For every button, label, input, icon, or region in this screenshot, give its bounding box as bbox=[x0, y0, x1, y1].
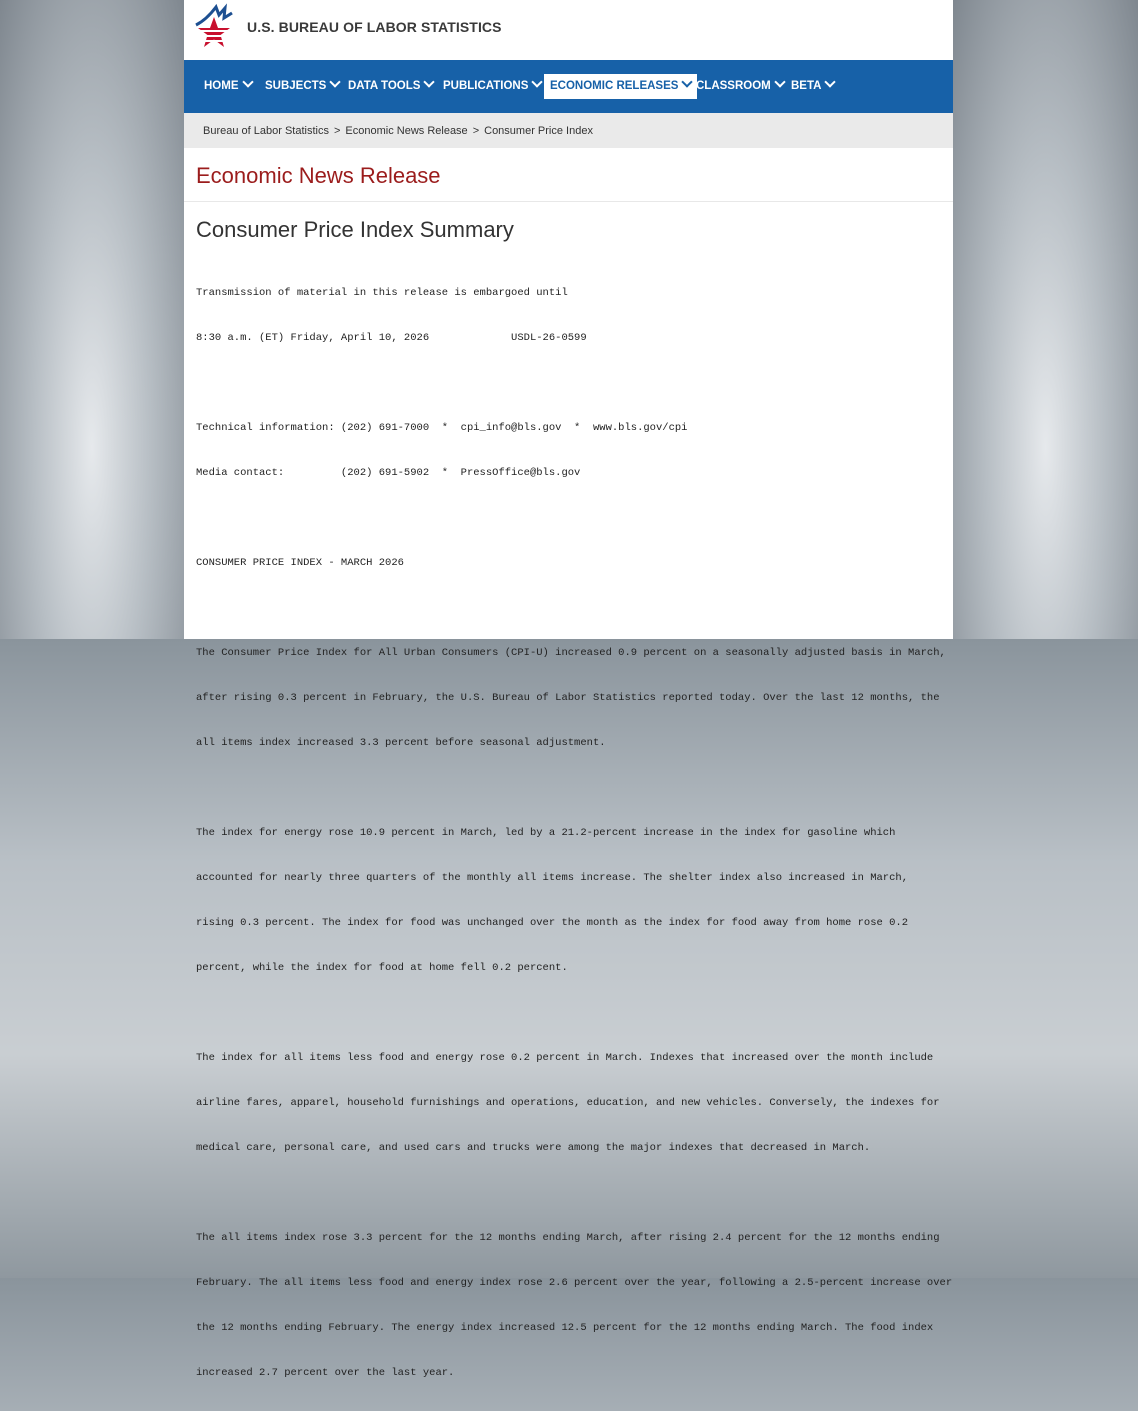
nav-data-tools[interactable] bbox=[348, 74, 433, 99]
paragraph-line: The index for energy rose 10.9 percent in March, led by a 21.2-percent increase in the index for gasoline which bbox=[196, 827, 896, 839]
paragraph-line: The Consumer Price Index for All Urban Consumers (CPI-U) increased 0.9 percent on a seasonally adjusted basis in March, bbox=[196, 647, 946, 659]
chevron-down-icon bbox=[532, 76, 543, 87]
blank-line bbox=[196, 601, 946, 616]
paragraph-line: increased 2.7 percent over the last year. bbox=[196, 1367, 455, 1379]
nav-subjects[interactable] bbox=[265, 74, 339, 99]
chevron-down-icon bbox=[242, 76, 253, 87]
paragraph-line: medical care, personal care, and used cars and trucks were among the major indexes that decreased in March. bbox=[196, 1142, 871, 1154]
blank-line bbox=[196, 376, 946, 391]
blank-line bbox=[196, 1006, 946, 1021]
embargo-line: 8:30 a.m. (ET) Friday, April 10, 2026 USDL-26-0599 bbox=[196, 332, 587, 344]
paragraph-line: February. The all items less food and energy index rose 2.6 percent over the year, following a 2.5-percent increase over bbox=[196, 1277, 953, 1289]
paragraph-line: airline fares, apparel, household furnishings and operations, education, and new vehicles. Conversely, the indexes for bbox=[196, 1097, 940, 1109]
nav-label: PUBLICATIONS bbox=[443, 80, 529, 92]
nav-label: SUBJECTS bbox=[265, 80, 327, 92]
media-contact-line: Media contact: (202) 691-5902 * PressOffice@bls.gov bbox=[196, 467, 581, 479]
breadcrumb-link-news-release[interactable]: Economic News Release bbox=[345, 125, 468, 137]
release-body bbox=[196, 256, 953, 1411]
technical-info-line: Technical information: (202) 691-7000 * cpi_info@bls.gov * www.bls.gov/cpi bbox=[196, 422, 688, 434]
breadcrumb-separator-icon: > bbox=[472, 125, 480, 137]
nav-label: HOME bbox=[204, 80, 239, 92]
divider bbox=[184, 201, 953, 202]
nav-classroom[interactable] bbox=[696, 74, 784, 99]
blank-line bbox=[196, 1186, 946, 1201]
nav-label: BETA bbox=[791, 80, 822, 92]
section-title: CONSUMER PRICE INDEX - MARCH 2026 bbox=[196, 557, 404, 569]
chevron-down-icon bbox=[424, 76, 435, 87]
chevron-down-icon bbox=[330, 76, 341, 87]
embargo-line: Transmission of material in this release is embargoed until bbox=[196, 287, 568, 299]
paragraph-line: after rising 0.3 percent in February, the U.S. Bureau of Labor Statistics reported today. Over the last 12 months, the bbox=[196, 692, 940, 704]
chevron-down-icon bbox=[682, 76, 693, 87]
bls-star-logo-icon[interactable] bbox=[192, 3, 236, 51]
page-title: Consumer Price Index Summary bbox=[196, 217, 514, 242]
nav-label: ECONOMIC RELEASES bbox=[550, 80, 679, 92]
chevron-down-icon bbox=[774, 76, 785, 87]
browser-page bbox=[184, 0, 953, 1379]
paragraph-line: The index for all items less food and energy rose 0.2 percent in March. Indexes that increased over the month include bbox=[196, 1052, 934, 1064]
site-header bbox=[184, 0, 953, 60]
paragraph-line: rising 0.3 percent. The index for food was unchanged over the month as the index for food away from home rose 0.2 bbox=[196, 917, 909, 929]
blank-line bbox=[196, 781, 946, 796]
background-right bbox=[953, 0, 1138, 639]
paragraph-line: the 12 months ending February. The energy index increased 12.5 percent for the 12 months ending March. The food index bbox=[196, 1322, 934, 1334]
chevron-down-icon bbox=[825, 76, 836, 87]
nav-beta[interactable] bbox=[791, 74, 834, 99]
breadcrumb-separator-icon: > bbox=[333, 125, 341, 137]
breadcrumb bbox=[184, 113, 953, 148]
nav-publications[interactable] bbox=[443, 74, 541, 99]
breadcrumb-current: Consumer Price Index bbox=[484, 125, 593, 137]
breadcrumb-link-bls[interactable]: Bureau of Labor Statistics bbox=[203, 125, 329, 137]
nav-home[interactable] bbox=[204, 74, 252, 99]
main-nav bbox=[184, 60, 953, 113]
nav-label: CLASSROOM bbox=[696, 80, 771, 92]
paragraph-line: The all items index rose 3.3 percent for the 12 months ending March, after rising 2.4 percent for the 12 months ending bbox=[196, 1232, 940, 1244]
agency-name[interactable]: U.S. BUREAU OF LABOR STATISTICS bbox=[247, 19, 502, 35]
background-left bbox=[0, 0, 184, 639]
nav-economic-releases[interactable] bbox=[544, 74, 697, 99]
release-heading: Economic News Release bbox=[196, 163, 441, 188]
paragraph-line: accounted for nearly three quarters of the monthly all items increase. The shelter index also increased in March, bbox=[196, 872, 909, 884]
paragraph-line: all items index increased 3.3 percent before seasonal adjustment. bbox=[196, 737, 606, 749]
blank-line bbox=[196, 511, 946, 526]
paragraph-line: percent, while the index for food at home fell 0.2 percent. bbox=[196, 962, 568, 974]
nav-label: DATA TOOLS bbox=[348, 80, 421, 92]
